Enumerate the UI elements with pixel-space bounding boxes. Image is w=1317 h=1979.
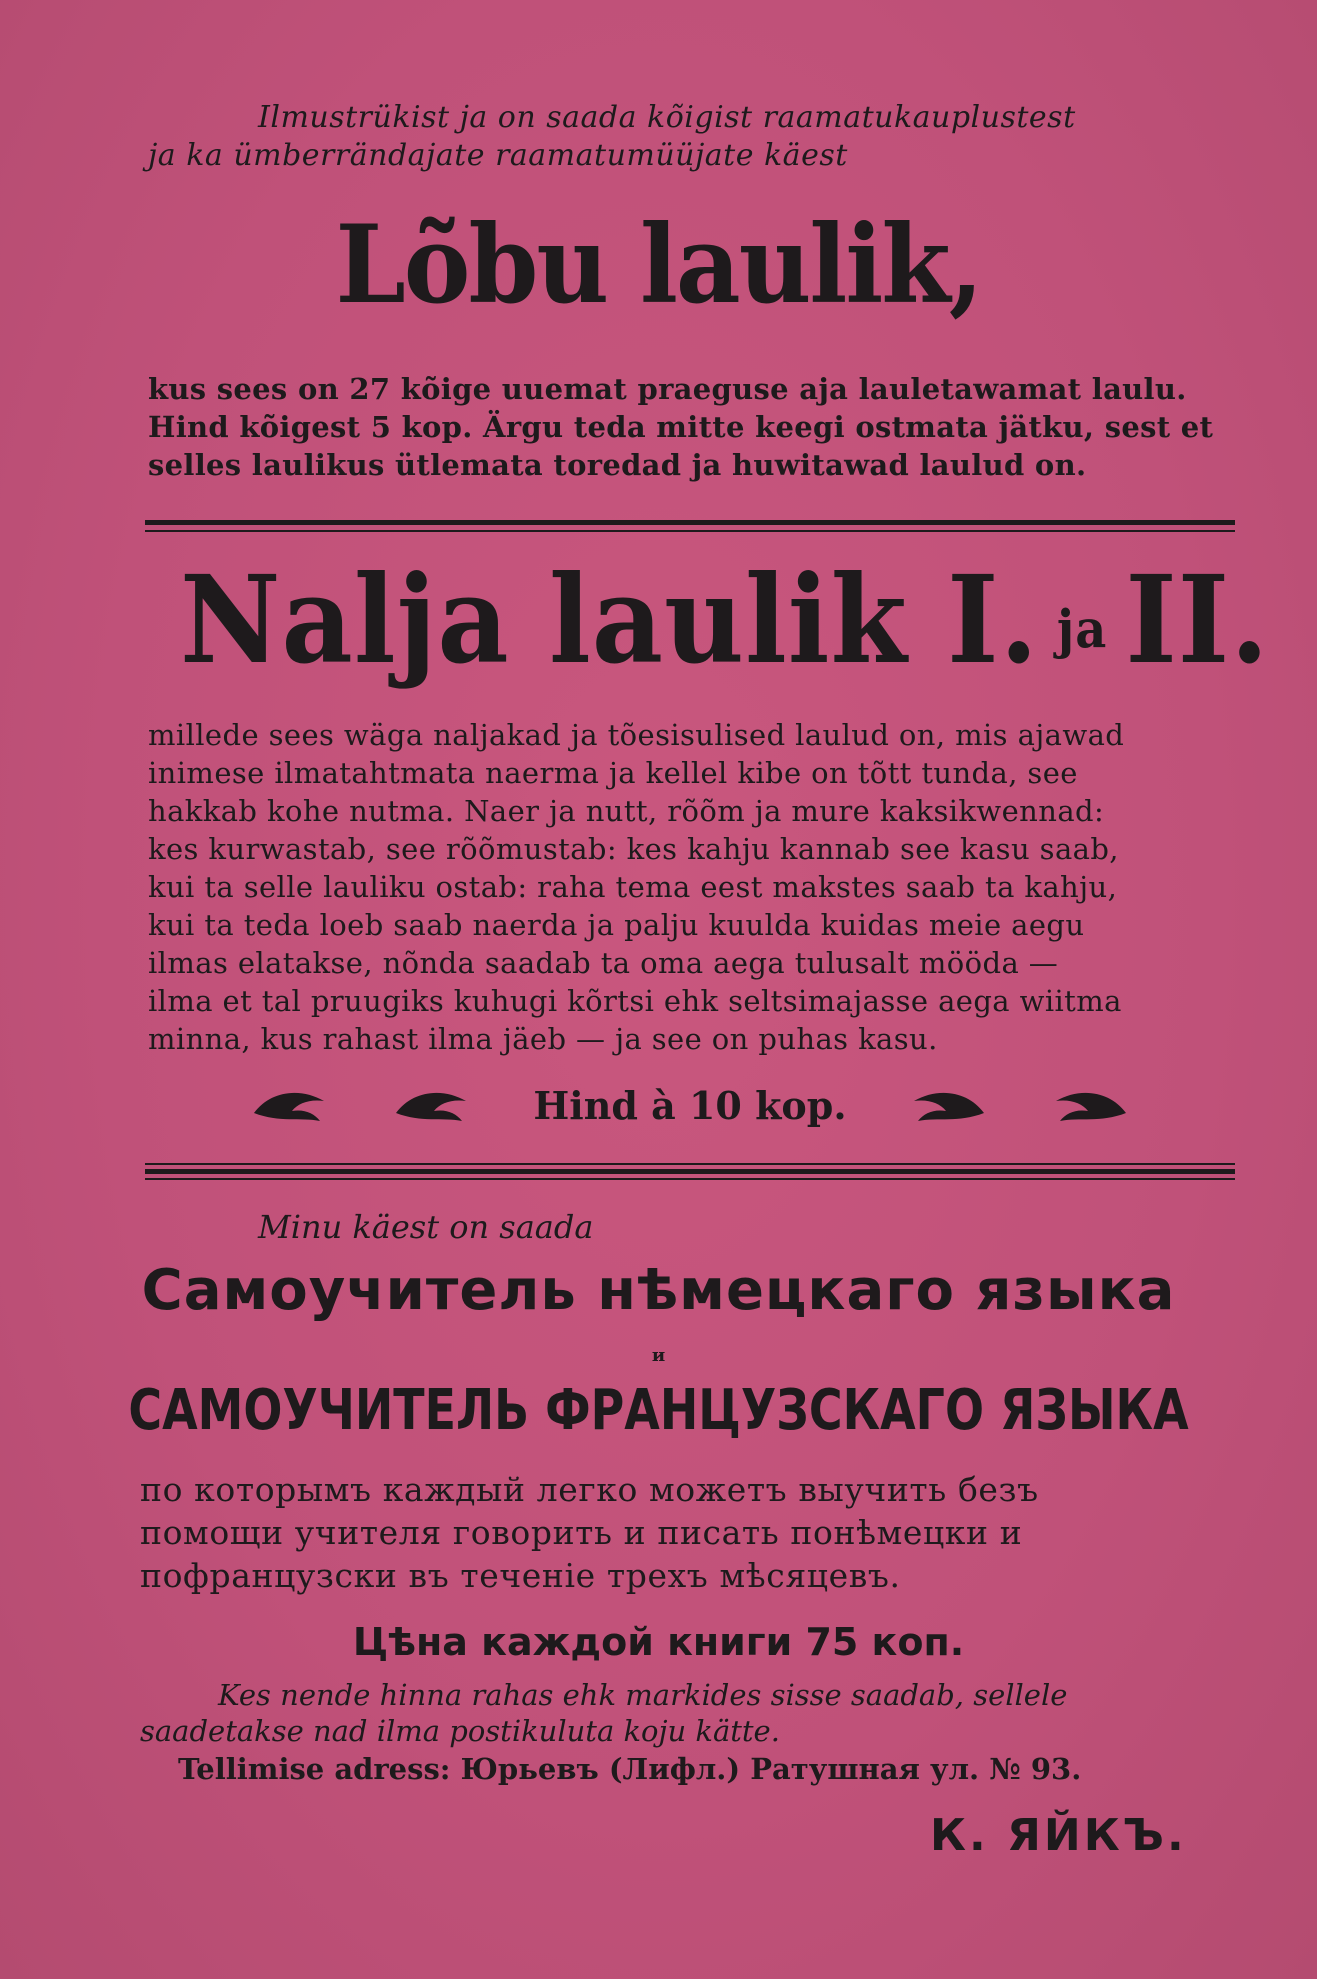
book2-line-2: inimese ilmatahtmata naerma ja kellel kibe on tõtt tunda, see [148,756,1078,790]
intro-line-1: Ilmustrükist ja on saada kõigist raamatukauplustest [258,100,1076,135]
leaf-ornament-icon [908,1083,988,1127]
book2-title-main: Nalja laulik [180,548,908,691]
book2-line-3: hakkab kohe nutma. Naer ja nutt, rõõm ja mure kaksikwennad: [148,794,1105,828]
divider-2c [145,1178,1235,1180]
book2-title [180,549,1270,691]
book2-title-part-i: I. [947,548,1039,691]
book2-price-row [250,1075,1130,1135]
book2-line-5: kui ta selle lauliku ostab: raha tema eest makstes saab ta kahju, [148,870,1118,904]
book2-title-ja: ja [1056,599,1108,662]
russian-and: и [651,1345,666,1366]
order-address-value: Юрьевъ (Лифл.) Ратушная ул. № 93. [460,1752,1082,1786]
book1-line-2: Hind kõigest 5 kop. Ärgu teda mitte keegi ostmata jätku, sest et [148,410,1214,444]
order-line-2: saadetakse nad ilma postikuluta koju kätte. [140,1714,780,1748]
book2-line-9: minna, kus rahast ilma jäeb — ja see on puhas kasu. [148,1022,938,1056]
divider-1b [145,530,1235,532]
signature: К. ЯЙКЪ. [930,1810,1187,1861]
book1-line-1: kus sees on 27 kõige uuemat praeguse aja lauletawamat laulu. [148,372,1187,406]
book2-line-4: kes kurwastab, see rõõmustab: kes kahju kannab see kasu saab, [148,832,1119,866]
order-address-label: Tellimise adress: [178,1752,451,1786]
russian-intro: Minu käest on saada [258,1208,594,1246]
book2-line-8: ilma et tal pruugiks kuhugi kõrtsi ehk seltsimajasse aega wiitma [148,984,1122,1018]
book2-price: Hind à 10 kop. [533,1082,847,1128]
russian-price: Цѣна каждой книги 75 коп. [352,1620,965,1664]
book1-title: Lõbu laulik, [335,200,982,328]
book2-title-part-ii: II. [1125,548,1270,691]
russian-title-french: САМОУЧИТЕЛЬ ФРАНЦУЗСКАГО ЯЗЫКА [128,1378,1189,1443]
divider-2 [145,1163,1235,1165]
russian-title-german: Самоучитель нѣмецкаго языка [141,1258,1176,1323]
intro-line-2: ja ka ümberrändajate raamatumüüjate käest [148,138,848,173]
order-address [178,1752,1081,1786]
book2-line-7: ilmas elatakse, nõnda saadab ta oma aega tulusalt mööda — [148,946,1059,980]
book2-line-1: millede sees wäga naljakad ja tõesisulised laulud on, mis ajawad [148,718,1125,752]
order-line-1: Kes nende hinna rahas ehk markides sisse saadab, sellele [218,1678,1068,1712]
russian-line-1: по которымъ каждый легко можетъ выучить безъ [140,1470,1039,1509]
leaf-ornament-icon [1050,1083,1130,1127]
book2-line-6: kui ta teda loeb saab naerda ja palju kuulda kuidas meie aegu [148,908,1085,942]
divider-2b [145,1169,1235,1174]
russian-line-2: помощи учителя говорить и писать понѣмецки и [140,1513,1023,1552]
russian-line-3: пофранцузски въ теченіе трехъ мѣсяцевъ. [140,1556,901,1595]
leaf-ornament-icon [250,1083,330,1127]
divider-1 [145,520,1235,525]
leaf-ornament-icon [392,1083,472,1127]
book1-line-3: selles laulikus ütlemata toredad ja huwitawad laulud on. [148,448,1087,482]
